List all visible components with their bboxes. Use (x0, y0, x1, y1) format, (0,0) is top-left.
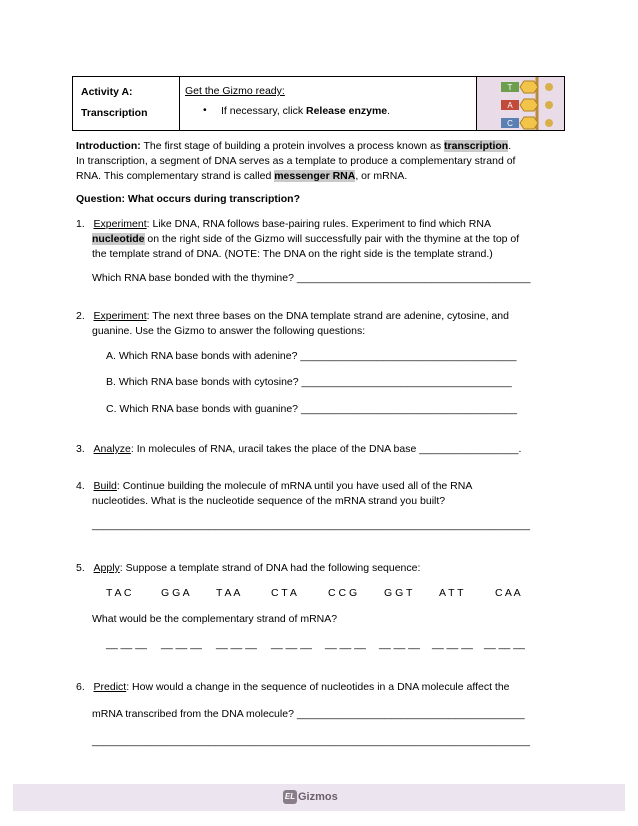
codon: G G T (384, 587, 413, 599)
base-c-letter: C (507, 119, 513, 128)
codon-blank[interactable]: __ __ __ (432, 638, 473, 650)
activity-header-table (72, 76, 565, 131)
q3-line[interactable] (76, 443, 521, 455)
q4-number: 4. (76, 480, 85, 492)
codon-blank[interactable]: __ __ __ (484, 638, 525, 650)
codon: C T A (271, 587, 297, 599)
gizmo-ready-title: Get the Gizmo ready: (185, 85, 285, 97)
term-nucleotide: nucleotide (92, 233, 145, 245)
q2-part-a[interactable]: A. Which RNA base bonds with adenine? _____________________________________ (106, 350, 517, 362)
base-t-letter: T (507, 83, 513, 92)
codon: C A A (495, 587, 521, 599)
release-enzyme-label: Release enzyme (306, 105, 388, 117)
intro-end: , or mRNA. (355, 170, 408, 182)
codon-blank[interactable]: __ __ __ (271, 638, 312, 650)
q1-answer-prompt[interactable]: Which RNA base bonded with the thymine? ________________________________________ (92, 272, 531, 284)
nucleotide-illustration (477, 77, 564, 130)
q1-line-3: the template strand of DNA. (NOTE: The DNA on the right side is the template strand.) (92, 248, 493, 260)
intro-line-1 (76, 140, 511, 152)
q6-answer-line[interactable]: ___________________________________________________________________________ (92, 735, 530, 747)
activity-cell (73, 77, 180, 130)
codon-blank[interactable]: __ __ __ (161, 638, 202, 650)
codon: C C G (328, 587, 358, 599)
dna-nucleotide-image (477, 77, 564, 130)
codon: A T T (439, 587, 464, 599)
q3-text: : In molecules of RNA, uracil takes the place of the DNA base _________________. (130, 443, 522, 455)
instruction-text: If necessary, click (221, 105, 306, 117)
q4-answer-line[interactable]: ___________________________________________________________________________ (92, 519, 530, 531)
q1-text: : Like DNA, RNA follows base-pairing rules. Experiment to find which RNA (146, 218, 491, 230)
codon-blank[interactable]: __ __ __ (216, 638, 257, 650)
term-messenger-rna: messenger RNA (274, 170, 356, 182)
q2-part-b[interactable]: B. Which RNA base bonds with cytosine? ____________________________________ (106, 376, 512, 388)
q1-line-2 (92, 233, 519, 245)
gizmo-ready-cell (179, 77, 477, 130)
q2-text: : The next three bases on the DNA template strand are adenine, cytosine, and (146, 310, 509, 322)
intro-lead: Introduction: (76, 140, 141, 152)
q3-keyword: Analyze (93, 443, 131, 455)
base-a-letter: A (507, 101, 513, 110)
codon: T A C (106, 587, 132, 599)
explorelearning-logo-icon: EL (283, 790, 297, 804)
q6-number: 6. (76, 681, 85, 693)
q1-keyword: Experiment (93, 218, 147, 230)
q6-line-1 (76, 681, 510, 693)
codon-blank[interactable]: __ __ __ (379, 638, 420, 650)
intro-text: RNA. This complementary strand is called (76, 170, 275, 182)
q6-keyword: Predict (93, 681, 127, 693)
q4-text: : Continue building the molecule of mRNA until you have used all of the RNA (116, 480, 473, 492)
activity-label: Activity A: (81, 86, 133, 98)
codon: T A A (216, 587, 241, 599)
q2-line-1 (76, 310, 509, 322)
q1-line-1 (76, 218, 491, 230)
intro-line-3 (76, 170, 407, 182)
codon: G G A (161, 587, 190, 599)
q5-prompt: What would be the complementary strand of mRNA? (92, 613, 338, 625)
instruction-end: . (387, 105, 391, 117)
bullet-dot: • (203, 104, 207, 116)
q2-part-c[interactable]: C. Which RNA base bonds with guanine? _____________________________________ (106, 403, 518, 415)
q3-number: 3. (76, 443, 85, 455)
gizmos-logo (283, 790, 338, 804)
main-question: Question: What occurs during transcription? (76, 193, 301, 205)
intro-line-2: In transcription, a segment of DNA serves as a template to produce a complementary strand of (76, 155, 516, 167)
q5-number: 5. (76, 562, 85, 574)
q1-number: 1. (76, 218, 85, 230)
q5-keyword: Apply (93, 562, 120, 574)
q6-text: : How would a change in the sequence of nucleotides in a DNA molecule affect the (126, 681, 510, 693)
q4-line-1 (76, 480, 472, 492)
q4-keyword: Build (93, 480, 117, 492)
codon-blank[interactable]: __ __ __ (106, 638, 147, 650)
q2-number: 2. (76, 310, 85, 322)
intro-text: The first stage of building a protein involves a process known as (140, 140, 445, 152)
q1-text: on the right side of the Gizmo will successfully pair with the thymine at the top of (144, 233, 520, 245)
q5-text: : Suppose a template strand of DNA had the following sequence: (119, 562, 421, 574)
q5-line-1 (76, 562, 420, 574)
intro-end: . (508, 140, 512, 152)
q6-line-2[interactable]: mRNA transcribed from the DNA molecule? _______________________________________ (92, 708, 525, 720)
codon-blank[interactable]: __ __ __ (325, 638, 366, 650)
term-transcription: transcription (444, 140, 509, 152)
gizmos-logo-text: Gizmos (298, 790, 338, 803)
release-enzyme-instruction (221, 105, 390, 117)
q4-line-2: nucleotides. What is the nucleotide sequence of the mRNA strand you built? (92, 495, 446, 507)
activity-name: Transcription (81, 107, 148, 119)
q2-line-2: guanine. Use the Gizmo to answer the following questions: (92, 325, 366, 337)
q2-keyword: Experiment (93, 310, 147, 322)
